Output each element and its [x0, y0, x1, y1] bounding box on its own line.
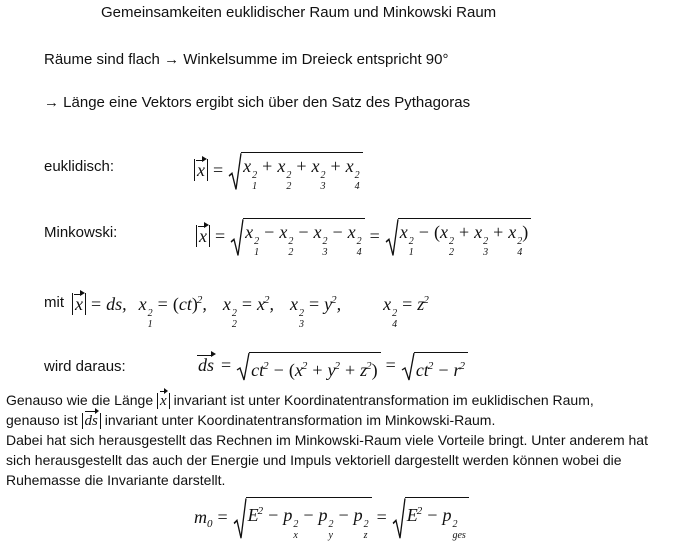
- formula-euclidean: x = x 2 1 + x 2 2 + x 2 3 + x 2 4: [194, 152, 363, 192]
- label-mit: mit: [44, 294, 64, 311]
- label-minkowski: Minkowski:: [44, 224, 118, 241]
- flat-space-line: [44, 51, 449, 69]
- pythagoras-text: Länge eine Vektors ergibt sich über den Satz des Pythagoras: [63, 94, 471, 111]
- formula-rest-mass: $m_0$ = $E^2 - p$ 2 x − p 2 y − p 2 z = $E^2 - p$ 2 ges: [194, 497, 469, 541]
- paragraph-line-4: sich herausgestellt das auch der Energie und Impuls vektoriell dargestellt werden können wobei die: [6, 452, 622, 468]
- label-wird-daraus: wird daraus:: [44, 358, 126, 375]
- pythagoras-line: [44, 94, 470, 112]
- arrow-right-icon: →: [44, 94, 59, 111]
- angle-sum-text: Winkelsumme im Dreieck entspricht 90°: [183, 51, 449, 68]
- paragraph-line-2: genauso ist ds invariant unter Koordinatentransformation im Minkowski-Raum.: [6, 412, 496, 429]
- formula-minkowski: x = x 2 1 − x 2 2 − x 2 3 − x 2 4 = x 2 1 − (x 2 2 + x 2 3 + x 2 4 ): [196, 218, 531, 258]
- formula-substitution: x = ds, x 2 1 = (ct)$^2$, x 2 2 = $x^2$, x 2 3 = $y^2$, x 2 4 = $z^2$: [72, 289, 429, 330]
- formula-interval: ds = $ct^2 - (x^2 + y^2 + z^2)$ = $ct^2 - r^2$: [196, 352, 468, 382]
- label-euklidisch: euklidisch:: [44, 158, 115, 175]
- explanation-paragraph: [6, 390, 678, 490]
- paragraph-line-5: Ruhemasse die Invariante darstellt.: [6, 472, 226, 488]
- paragraph-line-1: Genauso wie die Länge x invariant ist unter Koordinatentransformation im euklidischen Raum,: [6, 392, 594, 409]
- arrow-right-icon: →: [164, 51, 180, 68]
- page-title: Gemeinsamkeiten euklidischer Raum und Minkowski Raum: [101, 4, 497, 21]
- flat-space-text: Räume sind flach: [44, 51, 160, 68]
- paragraph-line-3: Dabei hat sich herausgestellt das Rechnen im Minkowski-Raum viele Vorteile bringt. Unter anderem hat: [6, 432, 648, 448]
